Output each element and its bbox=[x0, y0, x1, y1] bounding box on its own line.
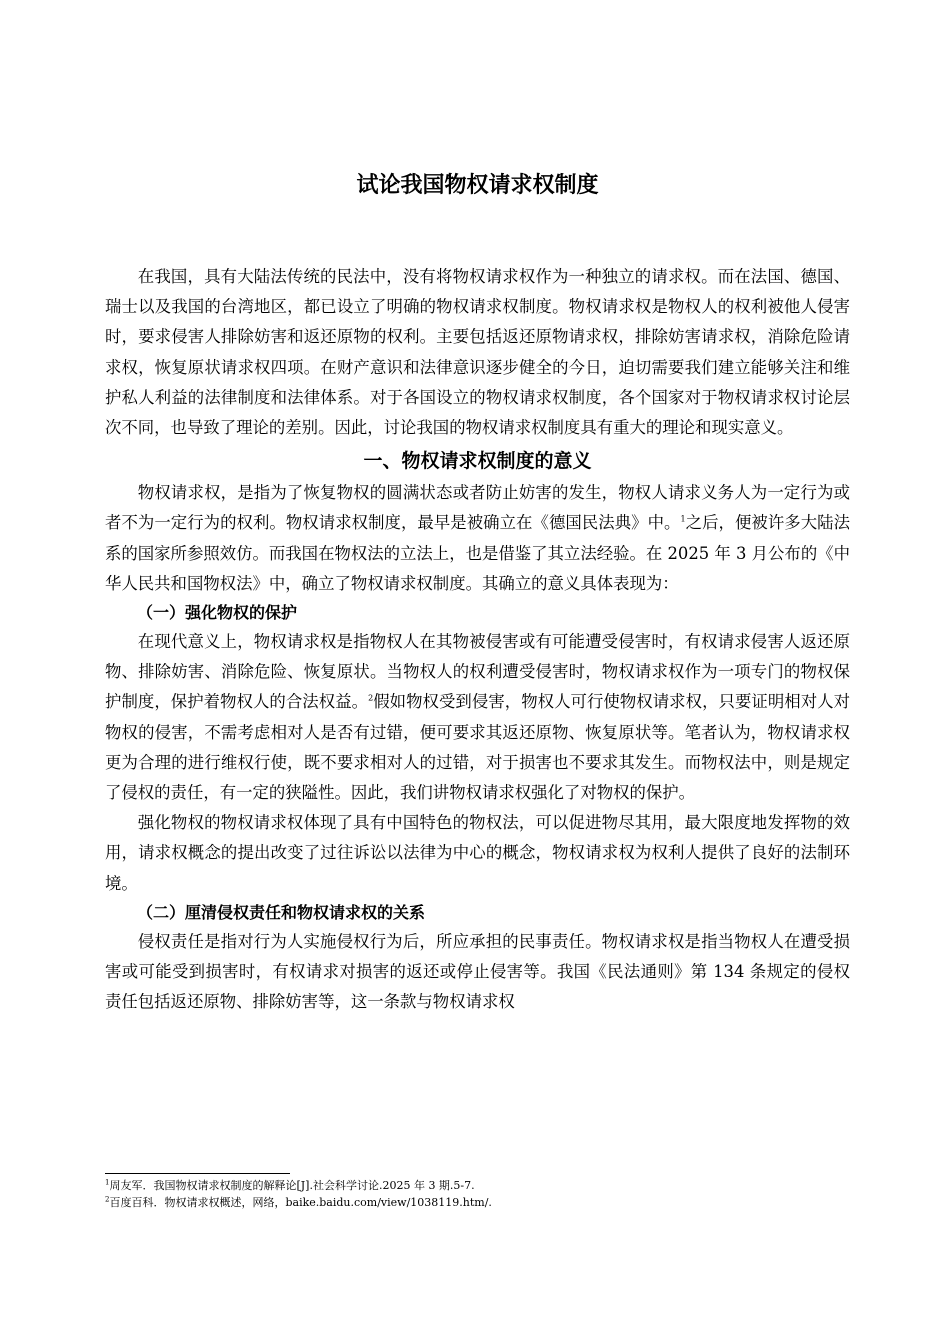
section1-paragraph-1: 物权请求权，是指为了恢复物权的圆满状态或者防止妨害的发生，物权人请求义务人为一定行为或者不为一定行为的权利。物权请求权制度，最早是被确立在《德国民法典》中。$^1$之后，便被许多大陆法系的国家所参照效仿。而我国在物权法的立法上，也是借鉴了其立法经验。在 2025 年 3 月公布的《中华人民共和国物权法》中，确立了物权请求权制度。其确立的意义具体表现为： bbox=[105, 483, 851, 593]
footnote-divider bbox=[105, 1173, 290, 1174]
subsection1-paragraph-1: 在现代意义上，物权请求权是指物权人在其物被侵害或有可能遭受侵害时，有权请求侵害人返还原物、排除妨害、消除危险、恢复原状。当物权人的权利遭受侵害时，物权请求权作为一项专门的物权保护制度，保护着物权人的合法权益。$^2$假如物权受到侵害，物权人可行使物权请求权，只要证明相对人对物权的侵害，不需考虑相对人是否有过错，便可要求其返还原物、恢复原状等。笔者认为，物权请求权更为合理的进行维权行使，既不要求相对人的过错，对于损害也不要求其发生。而物权法中，则是规定了侵权的责任，有一定的狭隘性。因此，我们讲物权请求权强化了对物权的保护。 bbox=[105, 632, 850, 803]
footnote-ref-2[interactable]: 2 bbox=[368, 693, 374, 703]
subsection2-paragraph-1: 侵权责任是指对行为人实施侵权行为后，所应承担的民事责任。物权请求权是指当物权人在遭受损害或可能受到损害时，有权请求对损害的返还或停止侵害等。我国《民法通则》第 134 条规定的侵权责任包括返还原物、排除妨害等，这一条款与物权请求权 bbox=[105, 931, 850, 1012]
footnote-ref-1[interactable]: 1 bbox=[680, 514, 686, 524]
page-title: 试论我国物权请求权制度 bbox=[356, 173, 599, 198]
subsection-heading-1: （一）强化物权的保护 bbox=[137, 603, 298, 623]
intro-paragraph: 在我国，具有大陆法传统的民法中，没有将物权请求权作为一种独立的请求权。而在法国、德国、瑞士以及我国的台湾地区，都已设立了明确的物权请求权制度。物权请求权是物权人的权利被他人侵害时，要求侵害人排除妨害和返还原物的权利。主要包括返还原物请求权，排除妨害请求权，消除危险请求权，恢复原状请求权四项。在财产意识和法律意识逐步健全的今日，迫切需要我们建立能够关注和维护私人利益的法律制度和法律体系。对于各国设立的物权请求权制度，各个国家对于物权请求权讨论层次不同，也导致了理论的差别。因此，讨论我国的物权请求权制度具有重大的理论和现实意义。 bbox=[105, 267, 850, 438]
subsection-heading-2: （二）厘清侵权责任和物权请求权的关系 bbox=[137, 902, 426, 922]
footnote-1: $^1$周友军．我国物权请求权制度的解释论[J].社会科学讨论.2025 年 3 期.5-7. bbox=[105, 1178, 475, 1192]
footnote-2: $^2$百度百科．物权请求权概述，网络，baike.baidu.com/view/1038119.htm/. bbox=[105, 1195, 492, 1209]
footnotes bbox=[105, 1173, 850, 1211]
document-body bbox=[105, 170, 850, 1017]
subsection1-paragraph-2: 强化物权的物权请求权体现了具有中国特色的物权法，可以促进物尽其用，最大限度地发挥物的效用，请求权概念的提出改变了过往诉讼以法律为中心的概念，物权请求权为权利人提供了良好的法制环境。 bbox=[105, 813, 850, 893]
section-heading-1: 一、物权请求权制度的意义 bbox=[363, 450, 592, 473]
